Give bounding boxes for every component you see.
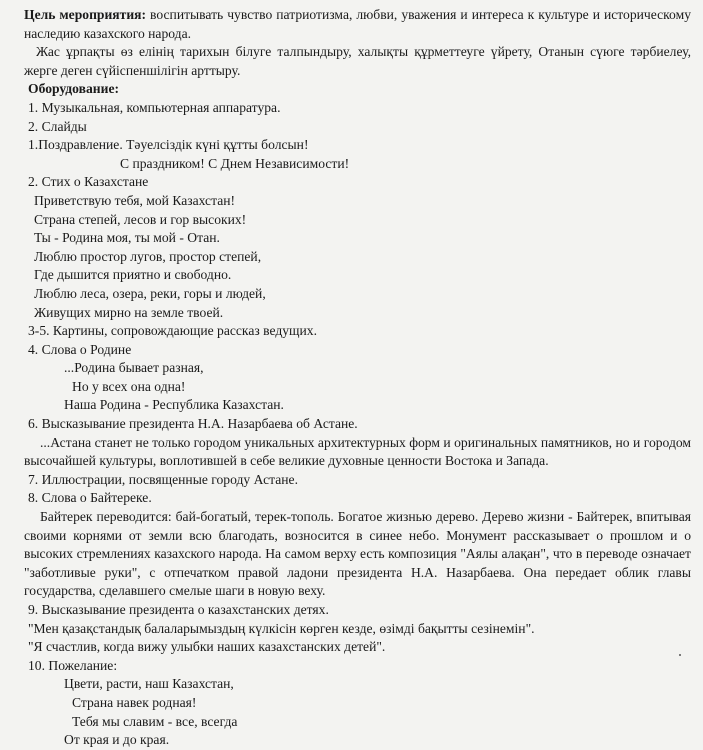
motherland-title: 4. Слова о Родине (28, 341, 132, 357)
children-quote-ru: "Я счастлив, когда вижу улыбки наших казахстанских детей". (28, 639, 386, 655)
equipment-item-1: 1. Музыкальная, компьютерная аппаратура. (28, 99, 281, 115)
greeting-line-1: 1.Поздравление. Тәуелсіздік күні құтты болсын! (28, 137, 309, 153)
motherland-line-2: Но у всех она одна! (72, 378, 186, 394)
greeting-line-2: С праздником! С Днем Независимости! (120, 155, 350, 171)
scan-speck (679, 654, 681, 656)
item-7: 7. Иллюстрации, посвященные городу Астане. (28, 471, 298, 487)
children-quote-kz: "Мен қазақстандық балаларымыздың күлкісін көрген кезде, өзімді бақытты сезінемін". (28, 620, 535, 636)
poem-title: 2. Стих о Казахстане (28, 174, 149, 190)
astana-title: 6. Высказывание президента Н.А. Назарбаева об Астане. (28, 416, 358, 432)
poem-line-6: Люблю леса, озера, реки, горы и людей, (34, 285, 266, 301)
poem-line-1: Приветствую тебя, мой Казахстан! (34, 192, 236, 208)
wish-line-2: Страна навек родная! (72, 694, 197, 710)
wish-line-4: От края и до края. (64, 732, 170, 748)
goal-text-kz: Жас ұрпақты өз елінің тарихын білуге талпындыру, халықты құрметтеуге үйрету, Отанын сүюге тәрбиелеу, жерге деген сүйіспеншілігін арттыру. (24, 44, 691, 78)
motherland-line-1: ...Родина бывает разная, (64, 360, 204, 376)
item-3-5: 3-5. Картины, сопровождающие рассказ ведущих. (28, 323, 317, 339)
poem-line-7: Живущих мирно на земле твоей. (34, 304, 224, 320)
equipment-label: Оборудование: (28, 81, 120, 97)
goal-label: Цель мероприятия: (24, 7, 147, 22)
poem-line-4: Люблю простор лугов, простор степей, (34, 248, 262, 264)
wish-line-1: Цвети, расти, наш Казахстан, (64, 676, 234, 692)
equipment-item-2: 2. Слайды (28, 118, 87, 134)
poem-line-2: Страна степей, лесов и гор высоких! (34, 211, 247, 227)
poem-line-3: Ты - Родина моя, ты мой - Отан. (34, 230, 220, 246)
wish-title: 10. Пожелание: (28, 657, 118, 673)
children-quote-title: 9. Высказывание президента о казахстанских детях. (28, 602, 329, 617)
baiterek-text: Байтерек переводится: бай-богатый, терек-тополь. Богатое жизнью дерево. Дерево жизни - Байтерек, впитывая своими корнями от земли всю благодать, возносится в синее небо. Монумент рассказывает о прошлом и о высоких стремлениях казахского народа. На самом верху есть композиция "Аялы алақан", что в переводе означает "заботливые руки", с отпечатком правой ладони президента Н.А. Назарбаева. Она передает облик главы государства, сделавшего смелые шаги в новую веху. (24, 509, 691, 599)
baiterek-title: 8. Слова о Байтереке. (28, 490, 152, 506)
poem-line-5: Где дышится приятно и свободно. (34, 267, 232, 283)
wish-line-3: Тебя мы славим - все, всегда (72, 713, 238, 729)
motherland-line-3: Наша Родина - Республика Казахстан. (64, 397, 284, 413)
goal-text-ru: воспитывать чувство патриотизма, любви, уважения и интереса к культуре и историческому наследию казахского народа. (24, 7, 691, 41)
goal-paragraph-ru (24, 6, 691, 43)
astana-text: ...Астана станет не только городом уникальных архитектурных форм и оригинальных памятников, но и городом высочайшей культуры, воплотившей в себе великие духовные ценности Востока и Запада. (24, 434, 691, 469)
